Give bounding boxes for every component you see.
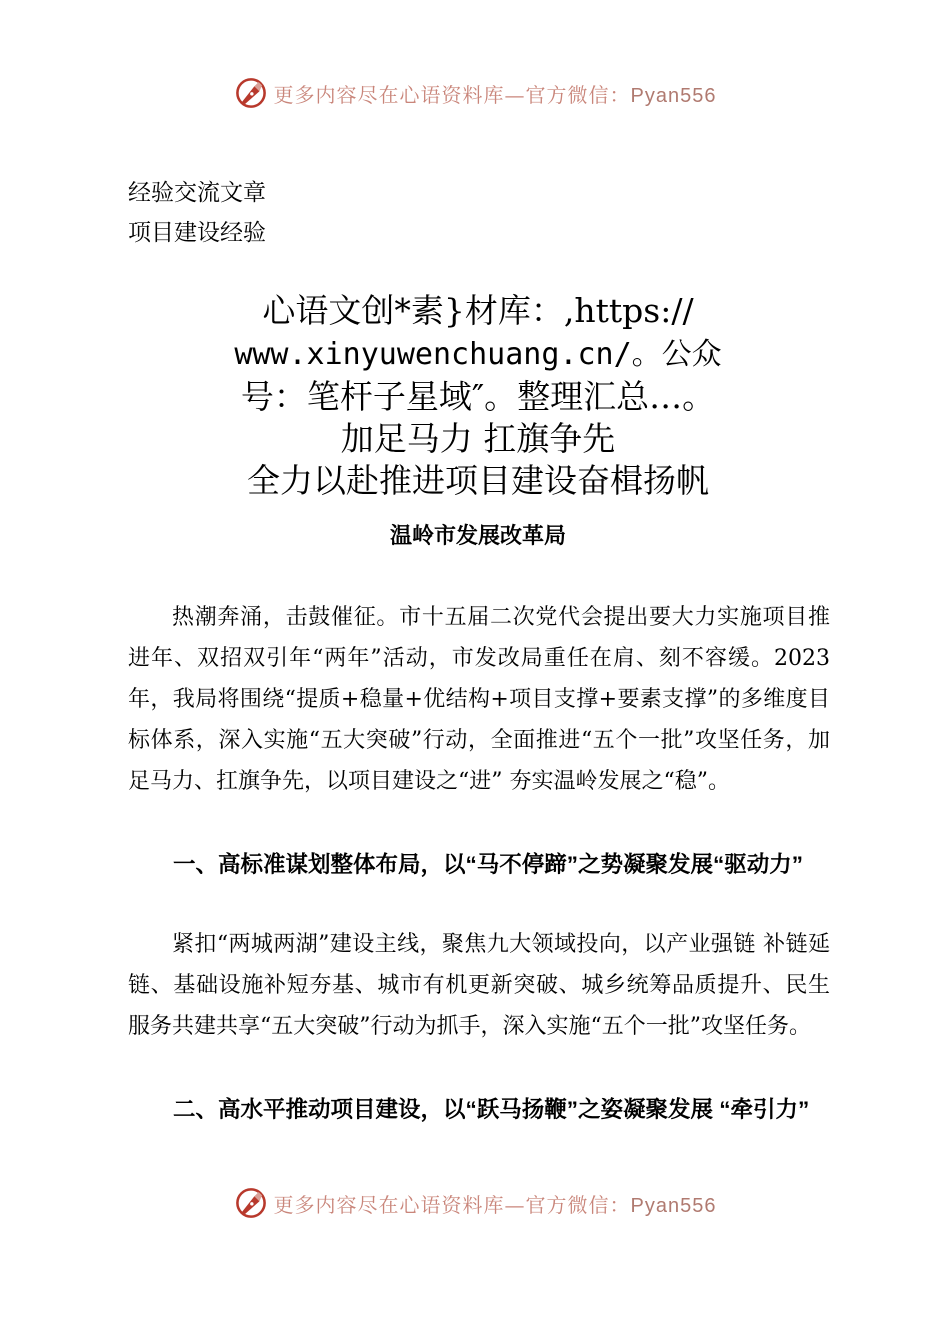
watermark-text xyxy=(274,1189,717,1218)
watermark-wechat-id: Pyan556 xyxy=(630,1194,717,1217)
section-1-paragraph: 紧扣“两城两湖”建设主线，聚焦九大领域投向，以产业强链 补链延链、基础设施补短夯基、城市有机更新突破、城乡统筹品质提升、民生服务共建共享“五大突破”行动为抓手，深入实施“五个一批”攻坚任务。 xyxy=(128,932,830,1039)
header-watermark xyxy=(0,73,950,113)
watermark-label: 更多内容尽在心语资料库—官方微信： xyxy=(273,1192,631,1217)
section-heading-1: 一、高标准谋划整体布局，以“马不停蹄”之势凝聚发展“驱动力” xyxy=(173,852,804,877)
footer-watermark xyxy=(0,1183,950,1223)
title-line-4: 加足马力 扛旗争先 xyxy=(340,419,616,458)
watermark-label: 更多内容尽在心语资料库—官方微信： xyxy=(273,82,631,107)
watermark-wechat-id: Pyan556 xyxy=(630,84,717,107)
pen-nib-logo-icon xyxy=(234,76,268,110)
document-title xyxy=(128,290,828,502)
title-line-5: 全力以赴推进项目建设奋楫扬帆 xyxy=(247,461,709,500)
section-heading-2: 二、高水平推动项目建设，以“跃马扬鞭”之姿凝聚发展 “牵引力” xyxy=(173,1097,810,1122)
title-line-1: 心语文创*素}材库：,https:// xyxy=(262,291,694,330)
watermark-text xyxy=(274,79,717,108)
title-line-2: www.xinyuwenchuang.cn/。公众 xyxy=(234,337,722,372)
document-subcategory: 项目建设经验 xyxy=(128,219,266,245)
pen-nib-logo-icon xyxy=(234,1186,268,1220)
document-category: 经验交流文章 xyxy=(128,179,266,205)
intro-paragraph: 热潮奔涌，击鼓催征。市十五届二次党代会提出要大力实施项目推进年、双招双引年“两年”活动，市发改局重任在肩、刻不容缓。2023 年，我局将围绕“提质+稳量+优结构+项目支撑+要素支撑”的多维度目标体系，深入实施“五大突破”行动，全面推进“五个一批”攻坚任务，加足马力、扛旗争先，以项目建设之“进” 夯实温岭发展之“稳”。 xyxy=(128,605,830,794)
document-author: 温岭市发展改革局 xyxy=(389,523,566,549)
title-line-3: 号：笔杆子星域″。整理汇总…。 xyxy=(240,377,716,416)
